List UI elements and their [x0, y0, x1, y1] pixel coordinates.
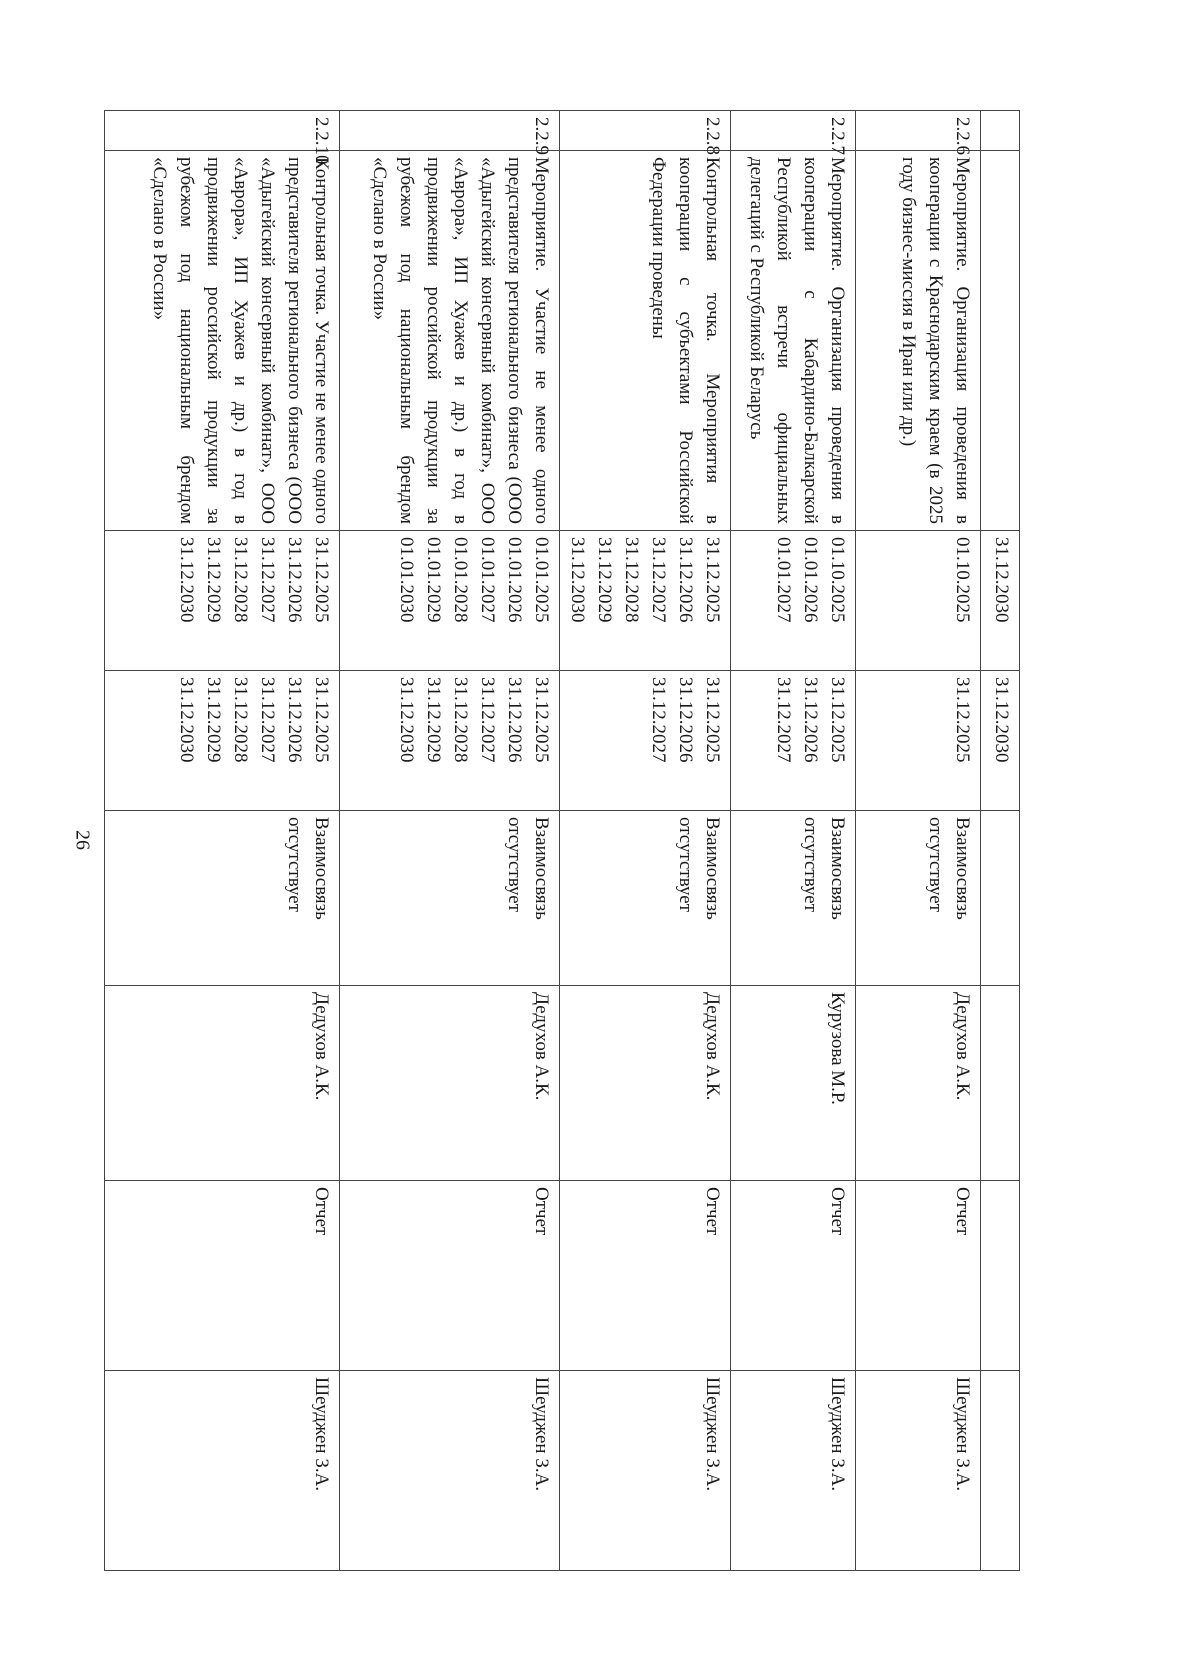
- row-end-dates: 31.12.2025 31.12.2026 31.12.2027: [731, 671, 856, 811]
- row-link: Взаимосвязь отсутствует: [856, 811, 981, 986]
- row-end-dates: 31.12.2025 31.12.2026 31.12.2027 31.12.2028 31.12.2029 31.12.2030: [105, 671, 340, 811]
- row-name: Контрольная точка. Мероприятия в кооперации с субъектами Российской Федерации проведены: [560, 151, 731, 531]
- row-start-dates: 01.10.2025 01.01.2026 01.01.2027: [731, 531, 856, 671]
- row-responsible: Курузова М.Р.: [731, 986, 856, 1181]
- row-number: 2.2.6: [856, 111, 981, 151]
- table-header-row: [981, 111, 1020, 1571]
- plan-table-rotated: [120, 110, 1020, 1570]
- page-number: 26: [71, 830, 94, 850]
- header-end-date: 31.12.2030: [981, 671, 1020, 811]
- row-number: 2.2.9: [340, 111, 560, 151]
- row-link: Взаимосвязь отсутствует: [340, 811, 560, 986]
- table-row: [856, 111, 981, 1571]
- table-row: [105, 111, 340, 1571]
- row-result: Отчет: [105, 1181, 340, 1371]
- row-start-dates: 01.01.2025 01.01.2026 01.01.2027 01.01.2028 01.01.2029 01.01.2030: [340, 531, 560, 671]
- row-name: Мероприятие. Участие не менее одного представителя регионального бизнеса (ООО «Адыгейский консервный комбинат», ООО «Аврора», ИП Хуажев и др.) в год в продвижении российской продукции за рубежом под национальным брендом «Сделано в России»: [340, 151, 560, 531]
- row-name: Контрольная точка. Участие не менее одного представителя регионального бизнеса (ООО «Адыгейский консервный комбинат», ООО «Аврора», ИП Хуажев и др.) в год в продвижении российской продукции за рубежом под национальным брендом «Сделано в России»: [105, 151, 340, 531]
- row-responsible: Дедухов А.К.: [105, 986, 340, 1181]
- row-result: Отчет: [856, 1181, 981, 1371]
- row-end-dates: 31.12.2025: [856, 671, 981, 811]
- row-result: Отчет: [340, 1181, 560, 1371]
- header-curator: [981, 1371, 1020, 1571]
- row-curator: Шеуджен З.А.: [560, 1371, 731, 1571]
- header-start-date: 31.12.2030: [981, 531, 1020, 671]
- row-start-dates: 31.12.2025 31.12.2026 31.12.2027 31.12.2028 31.12.2029 31.12.2030: [105, 531, 340, 671]
- row-link: Взаимосвязь отсутствует: [560, 811, 731, 986]
- row-end-dates: 31.12.2025 31.12.2026 31.12.2027: [560, 671, 731, 811]
- header-num: [981, 111, 1020, 151]
- row-name: Мероприятие. Организация проведения в кооперации с Кабардино-Балкарской Республикой встречи официальных делегаций с Республикой Беларусь: [731, 151, 856, 531]
- header-link: [981, 811, 1020, 986]
- row-name: Мероприятие. Организация проведения в кооперации с Краснодарским краем (в 2025 году бизнес-миссия в Иран или др.): [856, 151, 981, 531]
- row-start-dates: 31.12.2025 31.12.2026 31.12.2027 31.12.2028 31.12.2029 31.12.2030: [560, 531, 731, 671]
- row-responsible: Дедухов А.К.: [340, 986, 560, 1181]
- table-row: [560, 111, 731, 1571]
- header-responsible: [981, 986, 1020, 1181]
- row-result: Отчет: [560, 1181, 731, 1371]
- row-link: Взаимосвязь отсутствует: [731, 811, 856, 986]
- header-name: [981, 151, 1020, 531]
- row-number: 2.2.10: [105, 111, 340, 151]
- row-responsible: Дедухов А.К.: [560, 986, 731, 1181]
- plan-table: [104, 110, 1020, 1571]
- table-row: [340, 111, 560, 1571]
- row-curator: Шеуджен З.А.: [856, 1371, 981, 1571]
- row-end-dates: 31.12.2025 31.12.2026 31.12.2027 31.12.2028 31.12.2029 31.12.2030: [340, 671, 560, 811]
- row-number: 2.2.8: [560, 111, 731, 151]
- row-responsible: Дедухов А.К.: [856, 986, 981, 1181]
- table-row: [731, 111, 856, 1571]
- header-result: [981, 1181, 1020, 1371]
- row-curator: Шеуджен З.А.: [731, 1371, 856, 1571]
- row-result: Отчет: [731, 1181, 856, 1371]
- row-link: Взаимосвязь отсутствует: [105, 811, 340, 986]
- row-start-dates: 01.10.2025: [856, 531, 981, 671]
- row-curator: Шеуджен З.А.: [340, 1371, 560, 1571]
- row-curator: Шеуджен З.А.: [105, 1371, 340, 1571]
- row-number: 2.2.7: [731, 111, 856, 151]
